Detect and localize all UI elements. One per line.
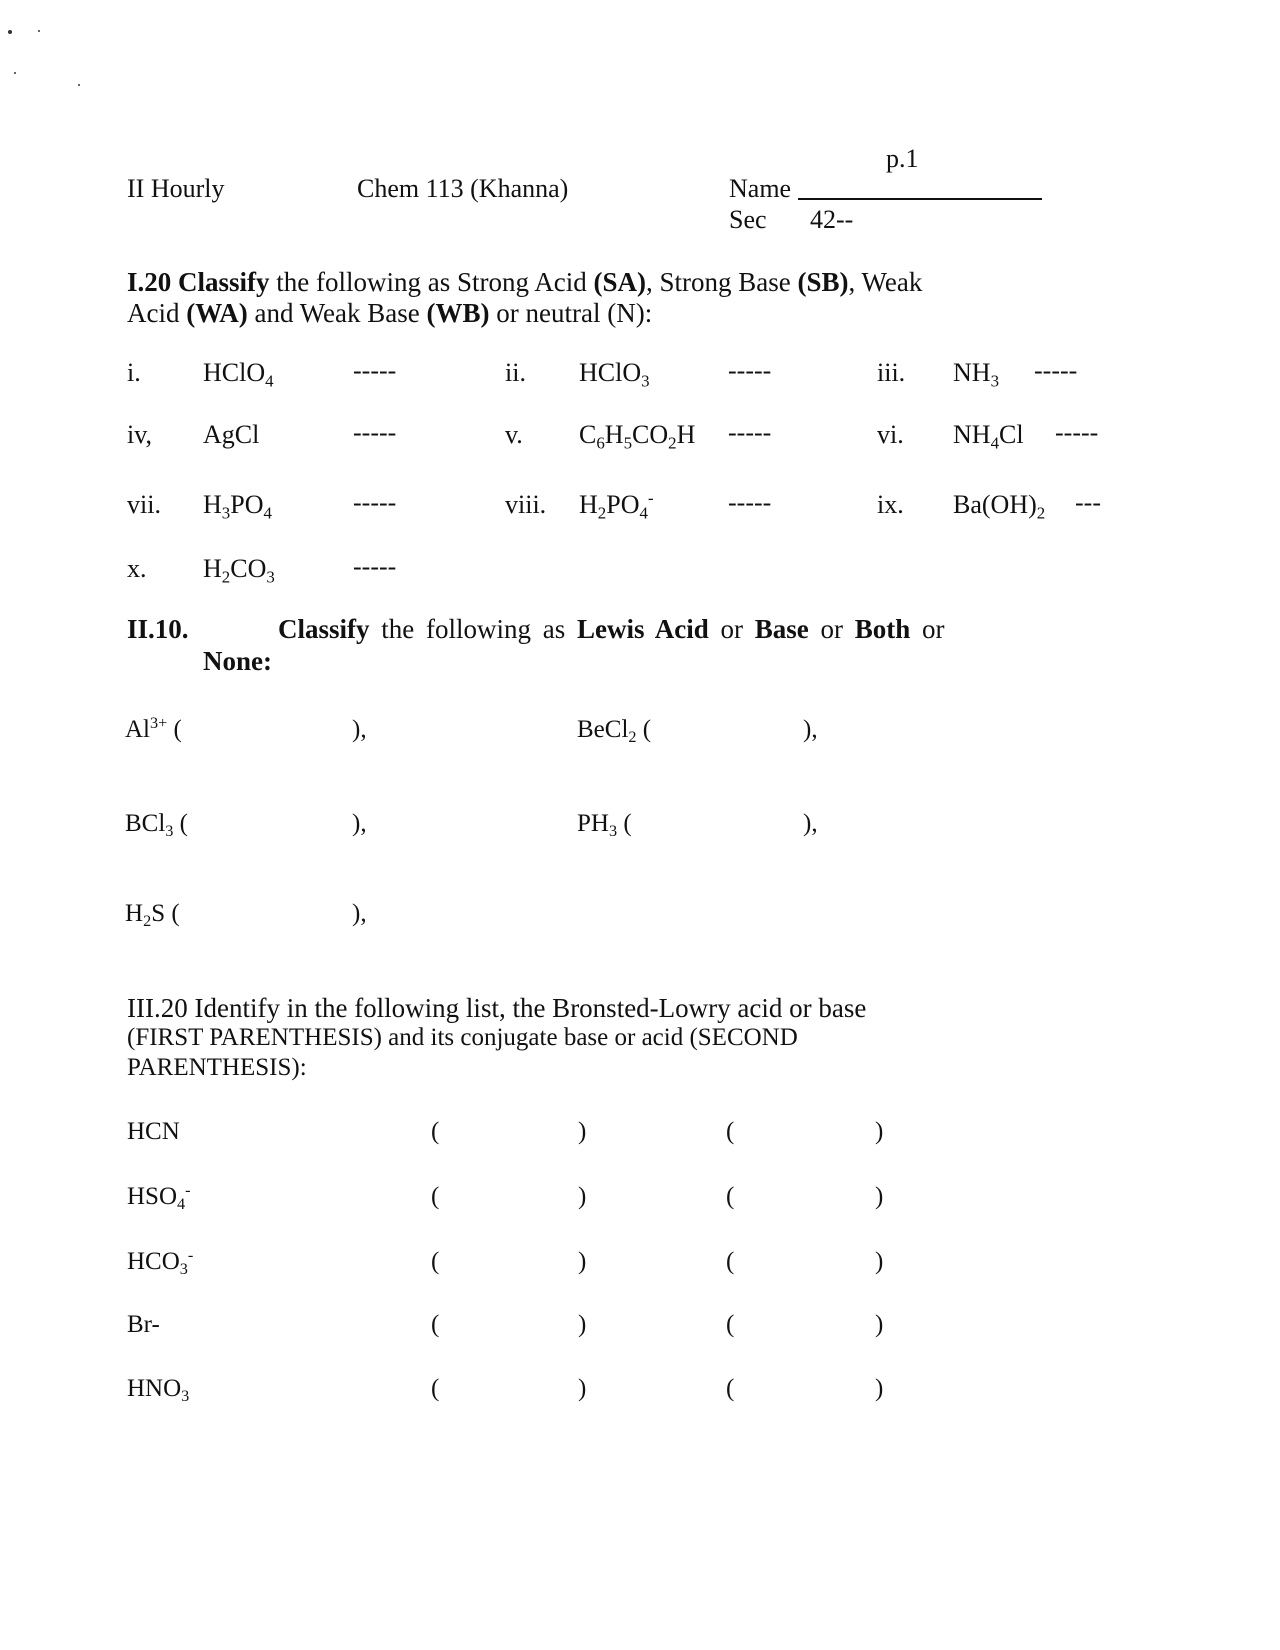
q3-prompt-line1: III.20 Identify in the following list, the Bronsted-Lowry acid or base <box>127 993 867 1023</box>
q1-item-label: i. <box>127 358 141 387</box>
q2-item-formula: $PH_3$ ( <box>577 810 632 841</box>
page-number: p.1 <box>886 144 919 173</box>
q1-item-formula: $Ba(OH)_2$ <box>953 490 1046 523</box>
q3-first-paren-open[interactable]: ( <box>431 1118 440 1145</box>
course-title: Chem 113 (Khanna) <box>357 174 569 203</box>
q2-item-formula: BeCl$_2$ ( <box>577 716 652 747</box>
q3-first-paren-close: ) <box>578 1311 587 1338</box>
scan-speck <box>14 72 16 74</box>
q1-item-label: ix. <box>877 490 904 519</box>
name-blank-line[interactable] <box>798 198 1042 200</box>
q3-item-formula: HCN <box>127 1118 180 1145</box>
q3-item-formula: $HSO_4^-$ <box>127 1181 191 1214</box>
q1-item-label: x. <box>127 554 147 583</box>
q3-item-formula: $HNO_3$ <box>127 1375 190 1406</box>
q1-answer-blank[interactable]: ----- <box>728 356 772 385</box>
q3-item-formula: $HCO_3^-$ <box>127 1246 194 1279</box>
q2-answer-close[interactable]: ), <box>352 900 367 927</box>
q2-item-formula: BCl$_3$ ( <box>125 810 188 841</box>
q2-answer-close[interactable]: ), <box>803 716 818 743</box>
q3-prompt-line3: PARENTHESIS): <box>127 1054 307 1081</box>
q3-second-paren-open[interactable]: ( <box>726 1183 735 1210</box>
q1-prompt-line2: Acid (WA) and Weak Base (WB) or neutral (N): <box>127 298 653 328</box>
q1-answer-blank[interactable]: ----- <box>1034 356 1078 385</box>
q1-item-formula: $H_3PO_4$ <box>203 490 272 523</box>
q3-second-paren-open[interactable]: ( <box>726 1311 735 1338</box>
q1-item-formula: $C_6H_5CO_2H$ <box>579 420 696 453</box>
q2-answer-close[interactable]: ), <box>352 716 367 743</box>
q3-second-paren-open[interactable]: ( <box>726 1118 735 1145</box>
exam-title: II Hourly <box>127 174 225 203</box>
q1-answer-blank[interactable]: ----- <box>728 418 772 447</box>
scan-speck <box>8 30 12 34</box>
exam-page: p.1 II Hourly Chem 113 (Khanna) Name Sec 42-- I.20 Classify the following as Strong Acid (SA), Strong Base (SB), Weak Acid (WA) and Weak Base (WB) or neutral (N): i. HClO$_4$ ----- ii. HClO$_3$ ----- iii. $NH_3$ ----- iv, AgCl ----- v. $C_6H_5CO_2H$ ----- vi. $NH_4Cl$ ----- vii. $H_3PO_4$ ----- viii. $H_2PO_4^-$ ----- ix. $Ba(OH)_2$ --- x. $H_2CO_3$ ----- II.10. Classify the following as Lewis Acid or Base or Both or None: $Al^{3+}$ ( ), BeCl$_2$ ( ), BCl$_3$ ( ), $PH_3$ ( ), $H_2S$ ( ), III.20 Identify in the following list, the Bronsted-Lowry acid or base (FIRST PARENTHESIS) and its conjugate base or acid (SECOND PARENTHESIS): HCN $HSO_4^-$ $HCO_3^-$ Br- $HNO_3$ ( ) ( ) ( ) ( ) ( ) ( ) ( ) ( ) ( ) ( ) <box>0 0 1280 1650</box>
q1-item-formula: AgCl <box>203 420 260 449</box>
q3-first-paren-open[interactable]: ( <box>431 1375 440 1402</box>
q1-item-formula: $H_2CO_3$ <box>203 554 275 587</box>
q3-first-paren-open[interactable]: ( <box>431 1248 440 1275</box>
q2-answer-close[interactable]: ), <box>803 810 818 837</box>
q2-item-formula: $Al^{3+}$ ( <box>125 714 182 743</box>
q1-answer-blank[interactable]: ----- <box>728 488 772 517</box>
q1-answer-blank[interactable]: ----- <box>353 418 397 447</box>
q1-number: I.20 <box>127 267 172 297</box>
q1-item-label: v. <box>505 420 523 449</box>
q3-number: III.20 <box>127 993 188 1023</box>
q3-item-formula: Br- <box>127 1311 160 1338</box>
scan-speck <box>38 30 40 32</box>
q1-answer-blank[interactable]: ----- <box>353 552 397 581</box>
q1-item-label: ii. <box>505 358 526 387</box>
q3-second-paren-close: ) <box>875 1248 884 1275</box>
q3-first-paren-close: ) <box>578 1118 587 1145</box>
q3-first-paren-open[interactable]: ( <box>431 1183 440 1210</box>
q1-item-formula: $H_2PO_4^-$ <box>579 488 654 523</box>
q2-number: II.10. <box>127 614 189 644</box>
q2-prompt-line2: None: <box>203 646 272 676</box>
q1-answer-blank[interactable]: ----- <box>1055 418 1099 447</box>
q1-verb: Classify <box>178 267 270 297</box>
q1-item-label: iv, <box>127 420 153 449</box>
name-label: Name <box>729 174 792 203</box>
q1-item-label: iii. <box>877 358 906 387</box>
q1-item-formula: $NH_4Cl$ <box>953 420 1024 453</box>
q3-second-paren-close: ) <box>875 1118 884 1145</box>
q1-item-label: vi. <box>877 420 904 449</box>
q3-first-paren-close: ) <box>578 1375 587 1402</box>
section-label: Sec <box>729 205 767 234</box>
q3-prompt-line2: (FIRST PARENTHESIS) and its conjugate base or acid (SECOND <box>127 1024 798 1051</box>
scan-speck <box>78 84 80 86</box>
q3-first-paren-close: ) <box>578 1248 587 1275</box>
q3-second-paren-open[interactable]: ( <box>726 1248 735 1275</box>
q1-item-label: viii. <box>505 490 547 519</box>
q1-answer-blank[interactable]: --- <box>1075 488 1101 517</box>
q3-second-paren-close: ) <box>875 1183 884 1210</box>
q1-item-label: vii. <box>127 490 161 519</box>
q3-first-paren-open[interactable]: ( <box>431 1311 440 1338</box>
q3-first-paren-close: ) <box>578 1183 587 1210</box>
q1-item-formula: $NH_3$ <box>953 358 1000 391</box>
q3-second-paren-close: ) <box>875 1375 884 1402</box>
q2-item-formula: $H_2S$ ( <box>125 900 180 931</box>
section-value: 42-- <box>810 205 854 234</box>
q1-answer-blank[interactable]: ----- <box>353 356 397 385</box>
q3-second-paren-close: ) <box>875 1311 884 1338</box>
q2-answer-close[interactable]: ), <box>352 810 367 837</box>
q1-prompt-line1: I.20 Classify the following as Strong Acid (SA), Strong Base (SB), Weak <box>127 267 923 297</box>
q1-answer-blank[interactable]: ----- <box>353 488 397 517</box>
q1-item-formula: HClO$_4$ <box>203 358 274 391</box>
q1-item-formula: HClO$_3$ <box>579 358 650 391</box>
q2-verb: Classify <box>278 614 370 644</box>
q3-second-paren-open[interactable]: ( <box>726 1375 735 1402</box>
